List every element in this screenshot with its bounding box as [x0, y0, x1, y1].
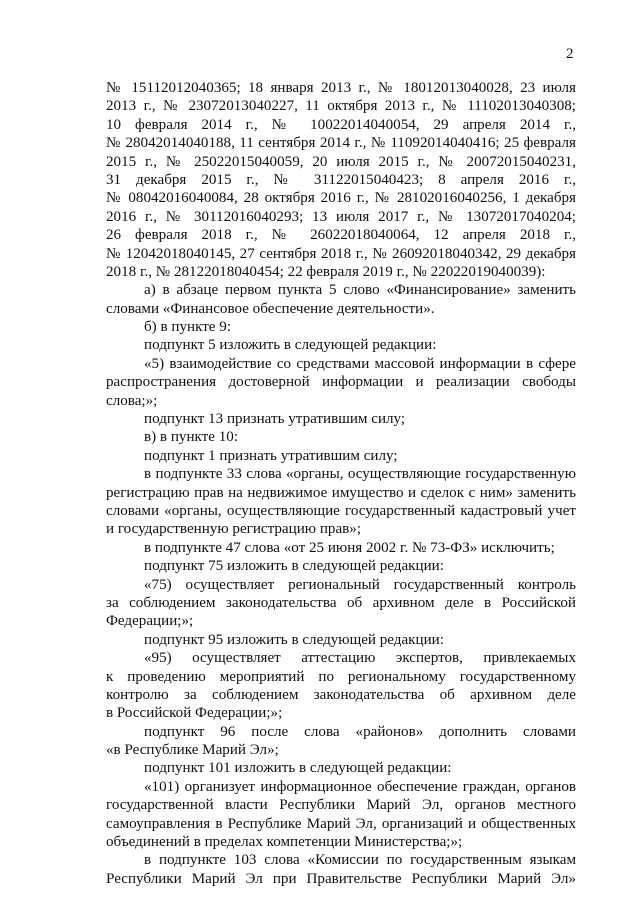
text-line: в подпункте 33 слова «органы, осуществляющие государственную — [144, 466, 576, 483]
text-line: «95) осуществляет аттестацию экспертов, привлекаемых — [144, 650, 576, 667]
text-line: «101) организует информационное обеспечение граждан, органов — [144, 778, 576, 795]
text-line: и государственную регистрацию прав»; — [106, 521, 362, 538]
text-line: 2018 г., № 28122018040454; 22 февраля 2019 г., № 22022019040039): — [106, 263, 546, 280]
text-line: самоуправления в Республике Марий Эл, организаций и общественных — [106, 815, 576, 832]
text-line: «в Республике Марий Эл»; — [106, 742, 279, 759]
text-line: Республики Марий Эл при Правительстве Республики Марий Эл» — [106, 870, 576, 887]
text-line: к проведению мероприятий по региональному государственному — [106, 668, 576, 685]
text-line: распространения достоверной информации и реализации свободы — [106, 374, 576, 391]
text-line: подпункт 95 изложить в следующей редакции: — [144, 631, 444, 648]
text-line: «5) взаимодействие со средствами массовой информации в сфере — [144, 355, 576, 372]
text-line: 31 декабря 2015 г., № 31122015040423; 8 апреля 2016 г., — [106, 171, 576, 188]
text-line: подпункт 101 изложить в следующей редакции: — [144, 760, 452, 777]
text-line: «75) осуществляет региональный государственный контроль — [144, 576, 576, 593]
text-line: подпункт 75 изложить в следующей редакции: — [144, 558, 444, 575]
text-line: № 15112012040365; 18 января 2013 г., № 18012013040028, 23 июля — [106, 80, 576, 96]
text-line: в Российской Федерации;»; — [106, 705, 283, 722]
text-line: б) в пункте 9: — [144, 319, 232, 336]
text-line: подпункт 5 изложить в следующей редакции: — [144, 337, 437, 354]
text-line: № 28042014040188, 11 сентября 2014 г., № 11092014040416; 25 февраля — [106, 135, 576, 152]
text-line: 2013 г., № 23072013040227, 11 октября 2013 г., № 11102013040308; — [106, 98, 576, 115]
text-line: контролю за соблюдением законодательства об архивном деле — [106, 686, 576, 703]
text-line: в) в пункте 10: — [144, 429, 239, 446]
text-line: словами «Финансовое обеспечение деятельности». — [106, 300, 435, 317]
page-number: 2 — [566, 46, 574, 62]
text-line: подпункт 96 после слова «районов» дополнить словами — [144, 723, 576, 740]
text-line: № 08042016040084, 28 октября 2016 г., № 28102016040256, 1 декабря — [106, 190, 576, 207]
text-line: слова;»; — [106, 392, 158, 409]
text-line: а) в абзаце первом пункта 5 слово «Финансирование» заменить — [144, 282, 576, 299]
text-line: 2016 г., № 30112016040293; 13 июля 2017 г., № 13072017040204; — [106, 208, 576, 225]
text-line: государственной власти Республики Марий Эл, органов местного — [106, 797, 576, 814]
text-line: № 12042018040145, 27 сентября 2018 г., № 26092018040342, 29 декабря — [106, 245, 576, 262]
text-line: объединений в пределах компетенции Министерства;»; — [106, 834, 463, 851]
text-line: в подпункте 47 слова «от 25 июня 2002 г. № 73-ФЗ» исключить; — [144, 539, 555, 556]
text-line: в подпункте 103 слова «Комиссии по государственным языкам — [144, 852, 576, 869]
text-line: подпункт 1 признать утратившим силу; — [144, 447, 398, 464]
text-line: за соблюдением законодательства об архивном деле в Российской — [106, 594, 576, 611]
text-line: 10 февраля 2014 г., № 10022014040054, 29 апреля 2014 г., — [106, 116, 576, 133]
text-line: подпункт 13 признать утратившим силу; — [144, 411, 406, 428]
document-body — [106, 79, 576, 888]
text-line: 26 февраля 2018 г., № 26022018040064, 12 апреля 2018 г., — [106, 227, 576, 244]
text-line: 2015 г., № 25022015040059, 20 июля 2015 г., № 20072015040231, — [106, 153, 576, 170]
text-line: Федерации;»; — [106, 613, 194, 630]
text-line: словами «органы, осуществляющие государственный кадастровый учет — [106, 502, 576, 519]
text-line: регистрацию прав на недвижимое имущество и сделок с ним» заменить — [106, 484, 576, 501]
